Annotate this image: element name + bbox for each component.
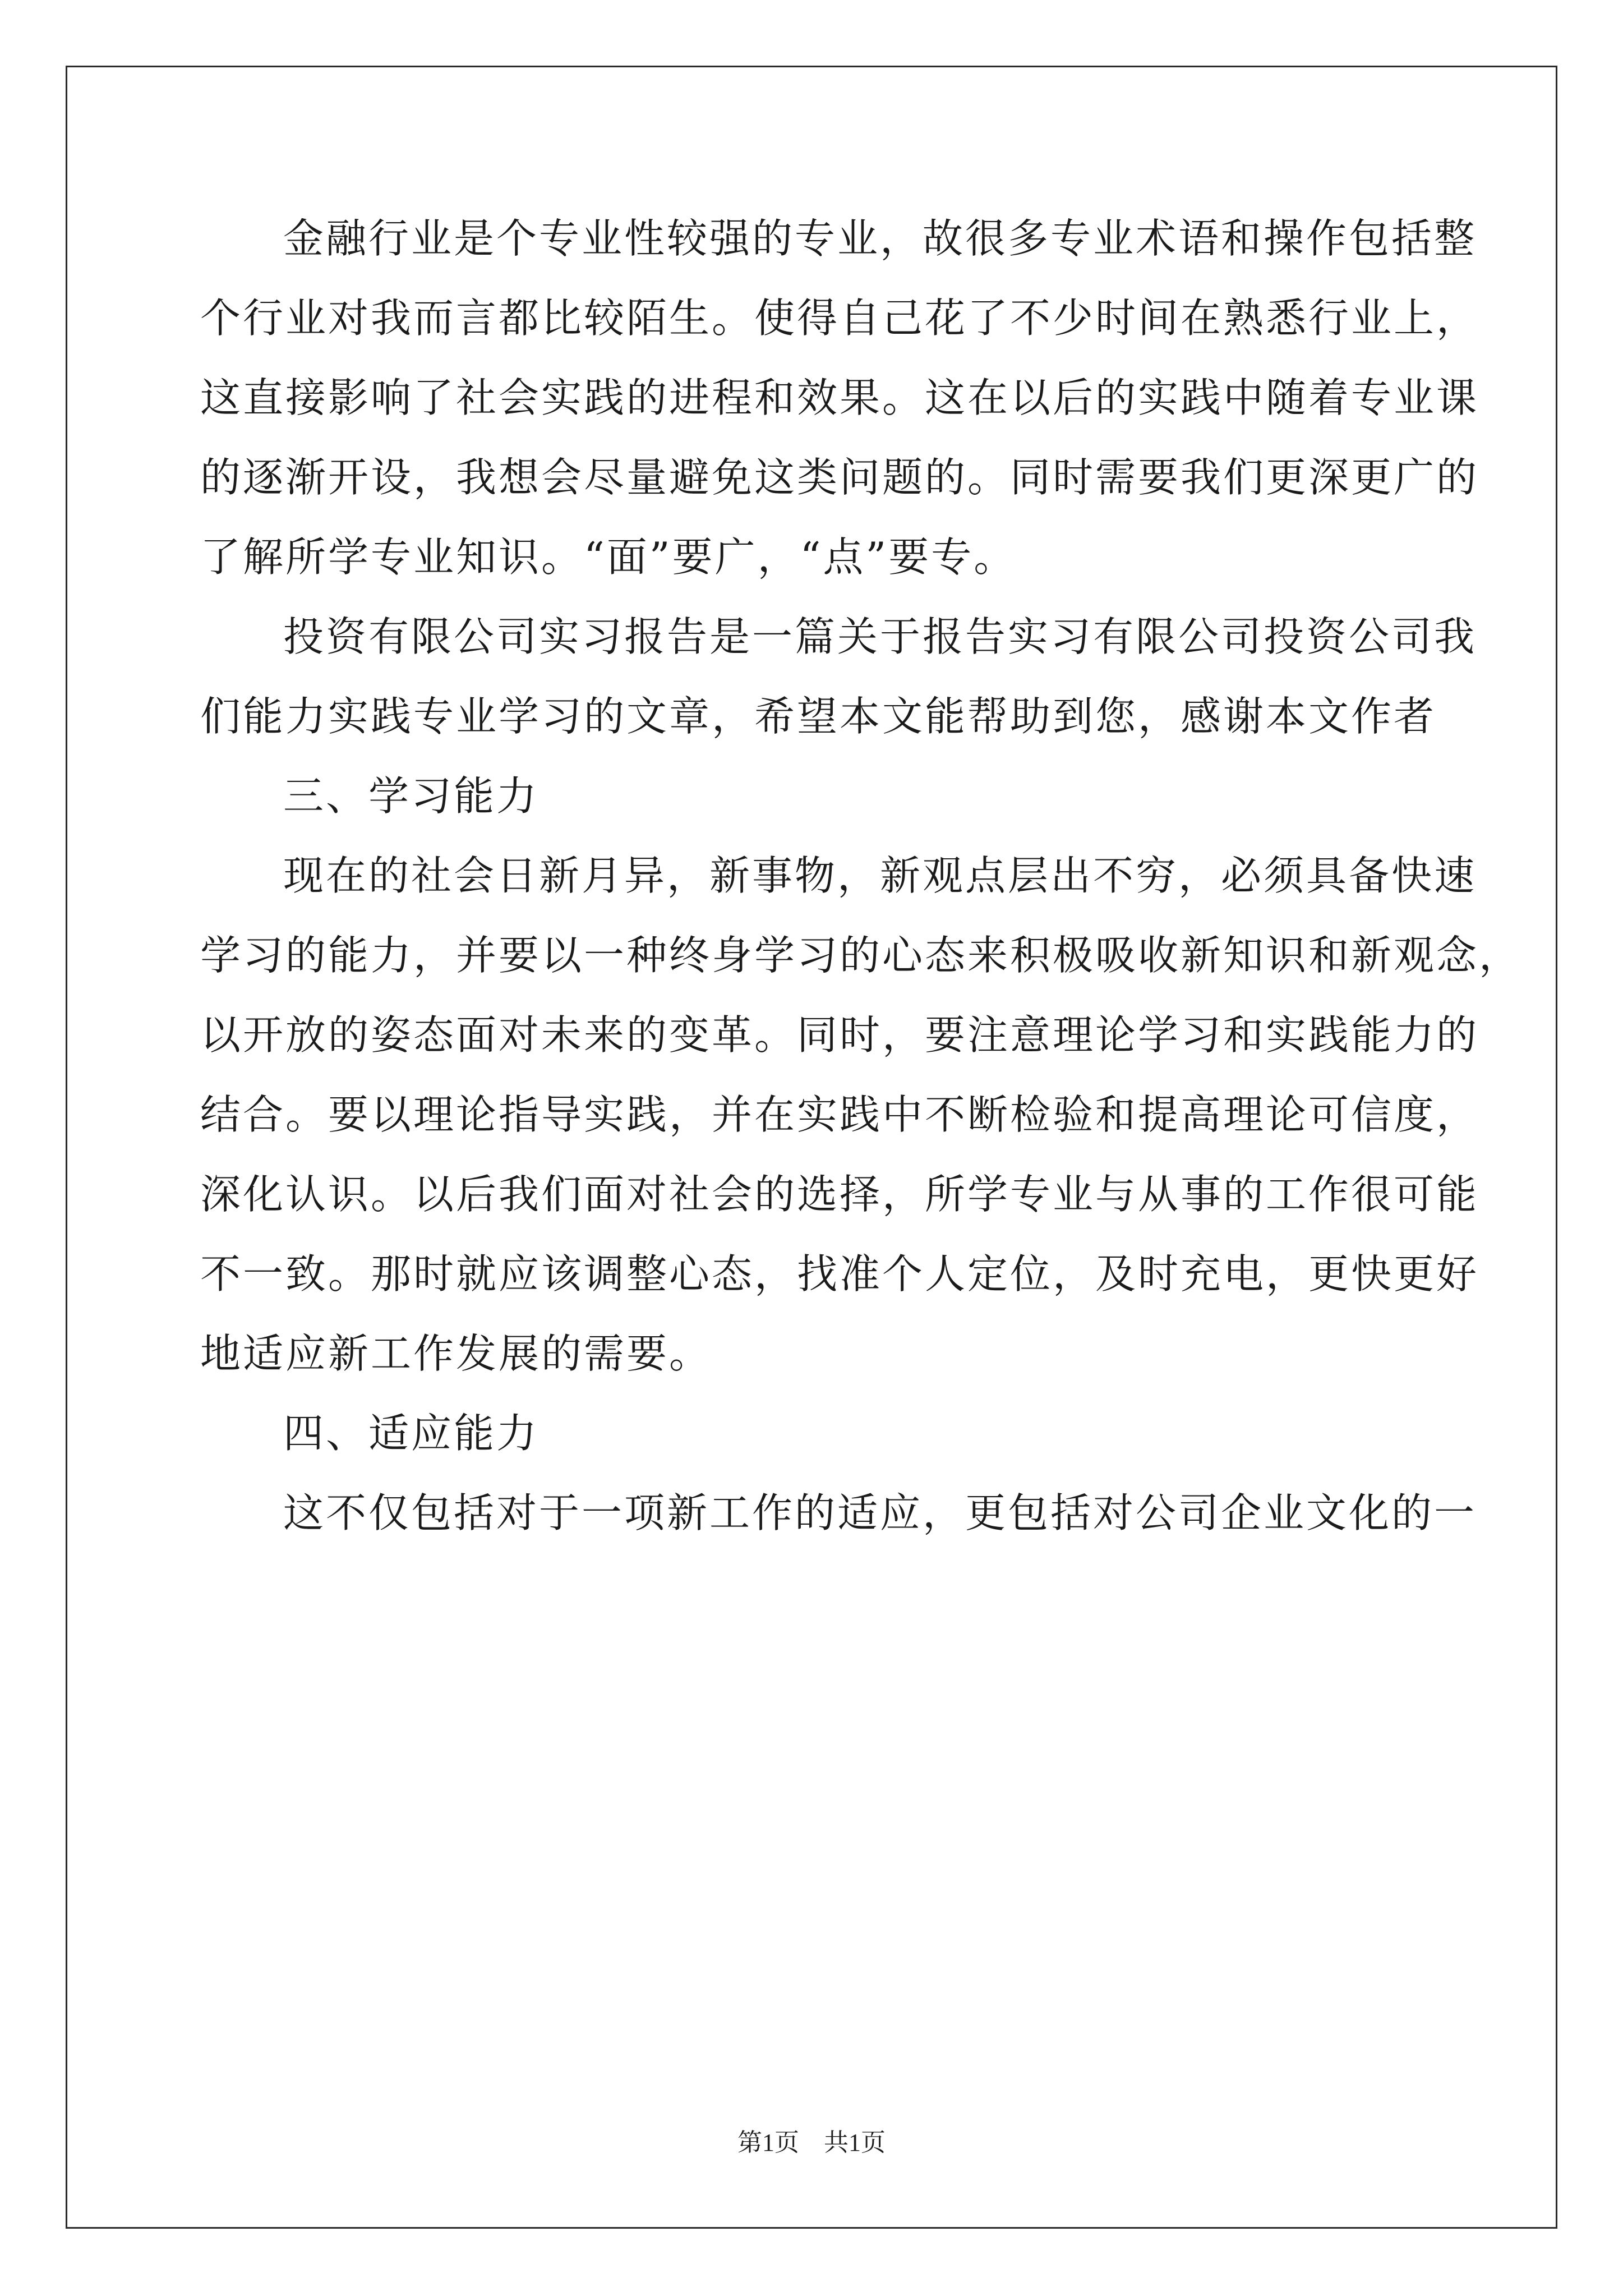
paragraph-6-line-1: 这不仅包括对于一项新工作的适应，更包括对公司企业文化的一 [283,1489,1477,1536]
paragraph-4-line-2: 学习的能力，并要以一种终身学习的心态来积极吸收新知识和新观念， [200,932,1522,979]
paragraph-1-line-3: 这直接影响了社会实践的进程和效果。这在以后的实践中随着专业课 [200,374,1479,421]
paragraph-1-line-2: 个行业对我而言都比较陌生。使得自己花了不少时间在熟悉行业上， [200,295,1479,342]
page-footer: 第1页 共1页 [737,2129,886,2156]
paragraph-1-line-4: 的逐渐开设，我想会尽量避免这类问题的。同时需要我们更深更广的 [200,454,1479,501]
paragraph-1-line-5: 了解所学专业知识。“面”要广，“点”要专。 [200,533,1017,581]
paragraph-4-line-6: 不一致。那时就应该调整心态，找准个人定位，及时充电，更快更好 [200,1250,1479,1297]
paragraph-2-line-2: 们能力实践专业学习的文章，希望本文能帮助到您，感谢本文作者 [200,693,1437,740]
section-heading-3: 三、学习能力 [283,772,540,820]
paragraph-4-line-5: 深化认识。以后我们面对社会的选择，所学专业与从事的工作很可能 [200,1171,1479,1218]
paragraph-4-line-4: 结合。要以理论指导实践，并在实践中不断检验和提高理论可信度， [200,1091,1479,1138]
paragraph-4-line-7: 地适应新工作发展的需要。 [200,1330,712,1377]
section-heading-4: 四、适应能力 [283,1410,540,1457]
paragraph-1-line-1: 金融行业是个专业性较强的专业，故很多专业术语和操作包括整 [283,215,1477,262]
paragraph-4-line-1: 现在的社会日新月异，新事物，新观点层出不穷，必须具备快速 [283,852,1477,899]
paragraph-2-line-1: 投资有限公司实习报告是一篇关于报告实习有限公司投资公司我 [283,613,1477,660]
paragraph-4-line-3: 以开放的姿态面对未来的变革。同时，要注意理论学习和实践能力的 [200,1011,1479,1059]
